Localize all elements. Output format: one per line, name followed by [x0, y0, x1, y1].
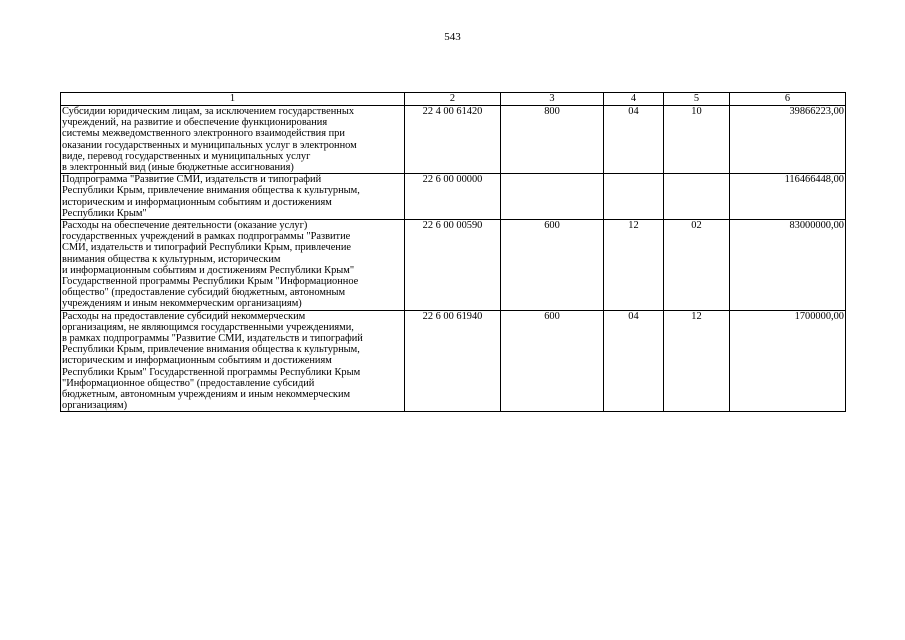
column-header: 5	[664, 93, 730, 106]
description-line: "Информационное общество" (предоставление субсидий	[62, 377, 315, 389]
description-line: историческим и информационным событиям и достижениям	[62, 196, 332, 208]
description-line: историческим и информационным событиям и достижениям	[62, 355, 332, 367]
description-line: учреждений, на развитие и обеспечение функционирования	[62, 117, 328, 129]
description-line: в рамках подпрограммы "Развитие СМИ, издательств и типографий	[62, 333, 363, 345]
description-line: Республики Крым, привлечение внимания общества к культурным,	[62, 185, 360, 197]
row-expense-type: 600	[501, 310, 604, 412]
row-amount: 39866223,00	[730, 106, 846, 174]
description-line: государственных учреждений в рамках подпрограммы "Развитие	[62, 231, 351, 243]
description-line: в электронный вид (иные бюджетные ассигнования)	[62, 162, 294, 174]
table-header-row	[61, 93, 846, 106]
description-line: и информационным событиям и достижениям Республики Крым"	[62, 264, 355, 276]
column-header: 6	[730, 93, 846, 106]
row-subsection	[664, 174, 730, 220]
description-line: Республики Крым"	[62, 207, 147, 219]
row-code: 22 6 00 61940	[405, 310, 501, 412]
page-number: 543	[444, 31, 461, 43]
row-code: 22 4 00 61420	[405, 106, 501, 174]
budget-table	[60, 92, 846, 412]
description-line: Государственной программы Республики Крым "Информационное	[62, 276, 359, 288]
description-line: внимания общества к культурным, историческим	[62, 253, 281, 265]
column-header: 4	[604, 93, 664, 106]
row-amount: 1700000,00	[730, 310, 846, 412]
column-header: 2	[405, 93, 501, 106]
row-subsection: 02	[664, 220, 730, 311]
table-row	[61, 310, 846, 412]
description-line: Субсидии юридическим лицам, за исключением государственных	[62, 106, 355, 117]
description-line: Подпрограмма "Развитие СМИ, издательств и типографий	[62, 174, 322, 186]
row-expense-type	[501, 174, 604, 220]
row-section: 12	[604, 220, 664, 311]
description-line: Расходы на обеспечение деятельности (оказание услуг)	[62, 220, 308, 232]
description-line: организациям, не являющимся государственными учреждениями,	[62, 321, 354, 333]
row-section: 04	[604, 106, 664, 174]
description-line: СМИ, издательств и типографий Республики Крым, привлечение	[62, 242, 352, 254]
description-line: общество" (предоставление субсидий бюджетным, автономным	[62, 287, 346, 299]
row-description	[61, 220, 405, 311]
description-line: оказании государственных и муниципальных услуг в электронном	[62, 139, 357, 151]
row-code: 22 6 00 00000	[405, 174, 501, 220]
description-line: Республики Крым" Государственной программы Республики Крым	[62, 366, 361, 378]
description-line: учреждениям и иным некоммерческим организациям)	[62, 298, 302, 310]
row-subsection: 12	[664, 310, 730, 412]
table-row	[61, 220, 846, 311]
row-code: 22 6 00 00590	[405, 220, 501, 311]
description-line: системы межведомственного электронного взаимодействия при	[62, 128, 345, 140]
row-section: 04	[604, 310, 664, 412]
row-expense-type: 600	[501, 220, 604, 311]
row-section	[604, 174, 664, 220]
table-row	[61, 174, 846, 220]
description-line: Республики Крым, привлечение внимания общества к культурным,	[62, 344, 360, 356]
description-line: бюджетным, автономным учреждениям и иным некоммерческим	[62, 389, 351, 401]
row-description	[61, 174, 405, 220]
row-subsection: 10	[664, 106, 730, 174]
description-line: виде, перевод государственных и муниципальных услуг	[62, 150, 311, 162]
column-header: 3	[501, 93, 604, 106]
description-line: Расходы на предоставление субсидий некоммерческим	[62, 310, 306, 322]
description-line: организациям)	[62, 400, 128, 412]
table-row	[61, 106, 846, 174]
row-expense-type: 800	[501, 106, 604, 174]
row-amount: 116466448,00	[730, 174, 846, 220]
row-description	[61, 106, 405, 174]
row-amount: 83000000,00	[730, 220, 846, 311]
column-header: 1	[61, 93, 405, 106]
row-description	[61, 310, 405, 412]
